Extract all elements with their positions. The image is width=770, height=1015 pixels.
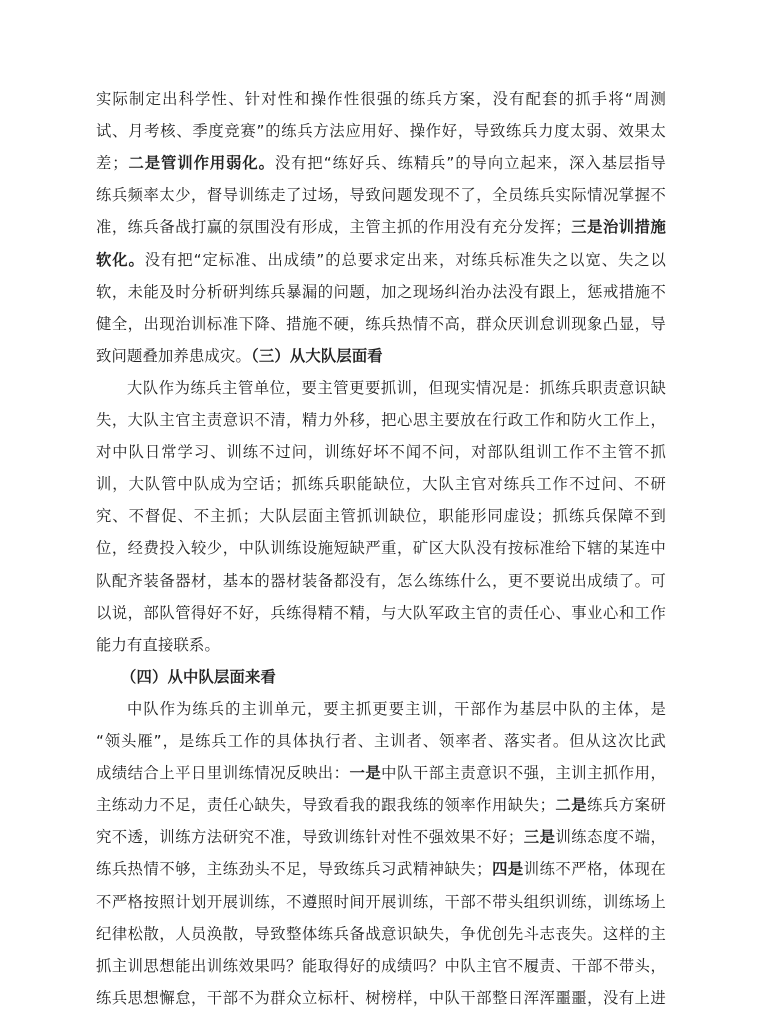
- text-run: 中队作为练兵的主训单元，要主抓更要主训，干部作为基层中队的主体，是: [127, 700, 666, 718]
- text-line: [96, 917, 666, 951]
- section-heading-line: [121, 660, 660, 694]
- text-run: 没有把“练好兵、练精兵”的导向立起来，深入基层指导: [274, 154, 666, 172]
- text-run: 练兵思想懈怠，干部不为群众立标杆、树榜样，中队干部整日浑浑噩噩，没有上进: [96, 989, 666, 1007]
- bold-text-run: 软化。: [96, 251, 145, 269]
- bold-text-run: 二是: [555, 796, 588, 814]
- text-line: [96, 467, 666, 501]
- bold-text-run: 三是治训措施: [570, 218, 666, 236]
- text-line: [96, 531, 666, 565]
- text-run: 对中队日常学习、训练不过问，训练好坏不闻不问，对部队组训工作不主管不抓: [96, 443, 666, 461]
- bold-text-run: 二是管训作用弱化。: [127, 154, 275, 172]
- text-line: [96, 885, 666, 919]
- text-run: 软，未能及时分析研判练兵暴漏的问题，加之现场纠治办法没有跟上，惩戒措施不: [96, 283, 666, 301]
- text-line: [96, 178, 666, 212]
- text-run: 没有把“定标准、出成绩”的总要求定出来，对练兵标准失之以宽、失之以: [144, 251, 666, 269]
- bold-text-run: 四是: [491, 860, 524, 878]
- text-line: [96, 981, 666, 1015]
- text-run: 差；: [96, 154, 128, 172]
- text-line: [96, 339, 666, 373]
- text-run: 大队作为练兵主管单位，要主管更要抓训，但现实情况是：抓练兵职责意识缺: [127, 379, 666, 397]
- text-run: 能力有直接联系。: [96, 636, 220, 654]
- text-line: [96, 146, 666, 180]
- text-line: [96, 949, 666, 983]
- section-heading: （四）从中队层面来看: [121, 668, 276, 686]
- text-line: [96, 788, 666, 822]
- text-run: 抓主训思想能出训练效果吗？能取得好的成绩吗？中队主官不履责、干部不带头，: [96, 957, 666, 975]
- text-run: 中队干部主责意识不强，主训主抓作用，: [381, 764, 666, 782]
- text-run: “领头雁”，是练兵工作的具体执行者、主训者、领率者、落实者。但从这次比武: [96, 732, 666, 750]
- bold-text-run: 三是: [523, 828, 556, 846]
- section-heading: （三）从大队层面看: [250, 347, 383, 365]
- text-line: [96, 756, 666, 790]
- text-line: [96, 596, 666, 630]
- text-run: 练兵方案研: [587, 796, 666, 814]
- paragraph-first-line: [127, 692, 666, 726]
- text-line: [96, 820, 666, 854]
- text-run: 究不透，训练方法研究不准，导致训练针对性不强效果不好；: [96, 828, 524, 846]
- text-run: 健全，出现治训标准下降、措施不硬，练兵热情不高，群众厌训怠训现象凸显，导: [96, 315, 666, 333]
- text-run: 究、不督促、不主抓；大队层面主管抓训缺位，职能形同虚设；抓练兵保障不到: [96, 507, 666, 525]
- text-run: 以说，部队管得好不好，兵练得精不精，与大队军政主官的责任心、事业心和工作: [96, 604, 666, 622]
- text-run: 失，大队主官主责意识不清，精力外移，把心思主要放在行政工作和防火工作上，: [96, 411, 666, 429]
- text-run: 成绩结合上平日里训练情况反映出：: [96, 764, 350, 782]
- bold-text-run: 一是: [349, 764, 382, 782]
- text-line: [96, 724, 666, 758]
- text-run: 训，大队管中队成为空话；抓练兵职能缺位，大队主官对练兵工作不过问、不研: [96, 475, 666, 493]
- text-line: [96, 435, 666, 469]
- text-line: [96, 275, 666, 309]
- text-run: 主练动力不足，责任心缺失，导致看我的跟我练的领率作用缺失；: [96, 796, 556, 814]
- text-run: 位，经费投入较少，中队训练设施短缺严重，矿区大队没有按标准给下辖的某连中: [96, 539, 666, 557]
- paragraph-first-line: [127, 371, 666, 405]
- text-line: [96, 82, 666, 116]
- text-run: 不严格按照计划开展训练，不遵照时间开展训练，干部不带头组织训练，训练场上: [96, 893, 666, 911]
- text-line: [96, 210, 666, 244]
- text-line: [96, 307, 666, 341]
- text-run: 练兵热情不够，主练劲头不足，导致练兵习武精神缺失；: [96, 860, 492, 878]
- text-line: [96, 564, 666, 598]
- text-run: 试、月考核、季度竞赛”的练兵方法应用好、操作好，导致练兵力度太弱、效果太: [96, 122, 666, 140]
- text-run: 训练态度不端，: [555, 828, 666, 846]
- text-run: 练兵频率太少，督导训练走了过场，导致问题发现不了，全员练兵实际情况掌握不: [96, 186, 666, 204]
- text-run: 准，练兵备战打赢的氛围没有形成，主管主抓的作用没有充分发挥；: [96, 218, 571, 236]
- text-line: [96, 403, 666, 437]
- text-line: [96, 499, 666, 533]
- text-run: 实际制定出科学性、针对性和操作性很强的练兵方案，没有配套的抓手将“周测: [96, 90, 666, 108]
- text-line: [96, 628, 666, 662]
- text-line: [96, 114, 666, 148]
- text-run: 训练不严格，体现在: [523, 860, 666, 878]
- text-run: 队配齐装备器材，基本的器材装备都没有，怎么练练什么，更不要说出成绩了。可: [96, 572, 666, 590]
- text-run: 纪律松散，人员涣散，导致整体练兵备战意识缺失，争优创先斗志丧失。这样的主: [96, 925, 666, 943]
- text-run: 致问题叠加养患成灾。: [96, 347, 251, 365]
- text-line: [96, 243, 666, 277]
- text-line: [96, 852, 666, 886]
